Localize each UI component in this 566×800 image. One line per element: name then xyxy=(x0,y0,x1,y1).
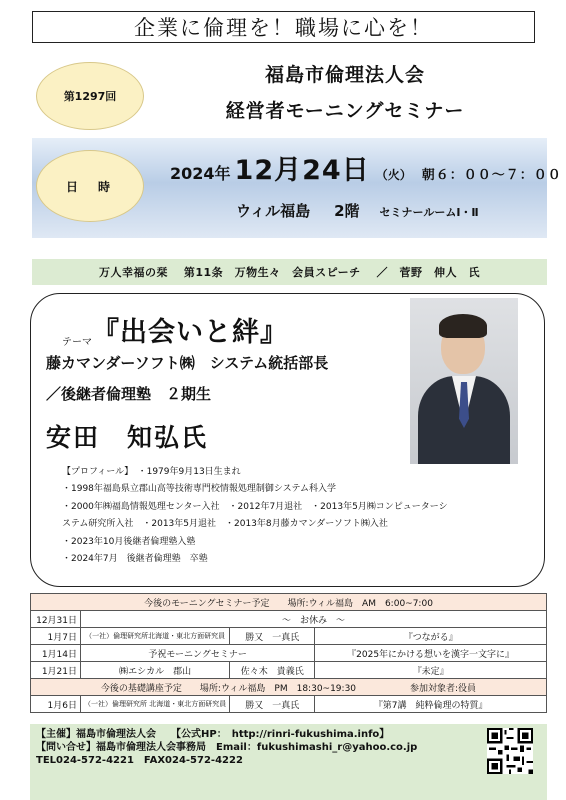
schedule-section-header xyxy=(31,679,547,696)
event-year: 2024年 xyxy=(170,164,231,183)
profile-line: ・2023年10月後継者倫理塾入塾 xyxy=(62,536,196,547)
theme-label: テーマ xyxy=(62,337,92,348)
schedule-date: 1月14日 xyxy=(31,645,81,662)
morning-seminar-header: 今後のモーニングセミナー予定 場所:ウィル福島 AM 6:00~7:00 xyxy=(31,594,547,611)
footer-organizer: 【主催】福島市倫理法人会 【公式HP： http://rinri-fukushima.info】 xyxy=(36,729,390,740)
schedule-organization: （一社）倫理研究所北海道・東北方面研究員 xyxy=(81,628,230,645)
schedule-organization: ㈱エシカル 郡山 xyxy=(81,662,230,679)
venue-name: ウィル福島 xyxy=(236,202,311,220)
profile-line: ・2000年㈱福島情報処理センター入社 ・2012年7月退社 ・2013年5月㈱コンピューターシ xyxy=(62,501,448,512)
organization-title: 福島市倫理法人会 xyxy=(264,64,425,86)
event-date xyxy=(170,148,562,187)
footer-cutoff xyxy=(30,792,547,800)
venue-room: セミナールームⅠ・Ⅱ xyxy=(379,206,479,219)
event-month-day: 12月24日 xyxy=(234,155,370,186)
schedule-speaker: 勝又 一真氏 xyxy=(230,628,315,645)
profile-line: 【プロフィール】 ・1979年9月13日生まれ xyxy=(62,467,241,477)
schedule-title: 『つながる』 xyxy=(315,628,547,645)
table-row xyxy=(31,662,547,679)
schedule-speaker: 勝又 一真氏 xyxy=(230,696,315,713)
table-row xyxy=(31,628,547,645)
schedule-section-header xyxy=(31,594,547,611)
basic-course-header: 今後の基礎講座予定 場所:ウィル福島 PM 18:30~19:30 参加対象者:役員 xyxy=(31,679,547,696)
member-speech-banner xyxy=(32,259,547,285)
schedule-organization: 予祝モーニングセミナー xyxy=(81,645,315,662)
schedule-organization: （一社）倫理研究所 北海道・東北方面研究員 xyxy=(81,696,230,713)
schedule-title: 『2025年にかける想いを漢字一文字に』 xyxy=(315,645,547,662)
schedule-date: 1月6日 xyxy=(31,696,81,713)
schedule-table xyxy=(30,593,547,713)
footer-inquiry: 【問い合せ】福島市倫理法人会事務局 Email：fukushimashi_r@yahoo.co.jp xyxy=(36,742,418,753)
schedule-title: 『第7講 純粋倫理の特質』 xyxy=(315,696,547,713)
qr-code-icon xyxy=(487,728,533,774)
schedule-title: ～ お休み ～ xyxy=(81,611,547,628)
headline-banner xyxy=(32,11,535,43)
date-label: 日 時 xyxy=(65,179,114,194)
schedule-date: 12月31日 xyxy=(31,611,81,628)
speaker-affiliation: 藤カマンダーソフト㈱ システム統括部長 xyxy=(46,354,329,372)
schedule-date: 1月7日 xyxy=(31,628,81,645)
photo-hair xyxy=(439,314,487,338)
footer-phone: TEL024-572-4221 FAX024-572-4222 xyxy=(36,755,243,766)
headline-text: 企業に倫理を！職場に心を！ xyxy=(134,16,433,40)
schedule-date: 1月21日 xyxy=(31,662,81,679)
speaker-affiliation-2: ／後継者倫理塾 ２期生 xyxy=(46,385,212,403)
profile-line: ステム研究所入社 ・2013年5月退社 ・2013年8月藤カマンダーソフト㈱入社 xyxy=(62,519,388,530)
member-speech-text: 万人幸福の栞 第11条 万物生々 会員スピーチ ／ 菅野 伸人 氏 xyxy=(98,266,481,279)
schedule-title: 『未定』 xyxy=(315,662,547,679)
seminar-title: 経営者モーニングセミナー xyxy=(225,100,465,122)
contact-footer xyxy=(30,724,547,800)
event-weekday: （火） xyxy=(375,168,412,182)
speaker-name: 安田 知弘氏 xyxy=(46,423,209,452)
profile-line: ・1998年福島県立郡山高等技術専門校情報処理制御システム科入学 xyxy=(62,484,337,495)
speaker-photo xyxy=(410,298,518,464)
event-venue xyxy=(236,200,479,221)
venue-floor: 2階 xyxy=(334,202,360,220)
schedule-speaker: 佐々木 貴義氏 xyxy=(230,662,315,679)
speaker-profile xyxy=(62,464,532,568)
table-row xyxy=(31,611,547,628)
table-row xyxy=(31,645,547,662)
issue-number: 第1297回 xyxy=(63,90,117,103)
event-time: 朝６：００～７：００ xyxy=(421,168,562,183)
theme-title: 『出会いと絆』 xyxy=(92,317,288,348)
date-label-badge xyxy=(36,150,144,222)
table-row xyxy=(31,696,547,713)
profile-line: ・2024年7月 後継者倫理塾 卒塾 xyxy=(62,554,208,565)
issue-number-badge xyxy=(36,62,144,130)
